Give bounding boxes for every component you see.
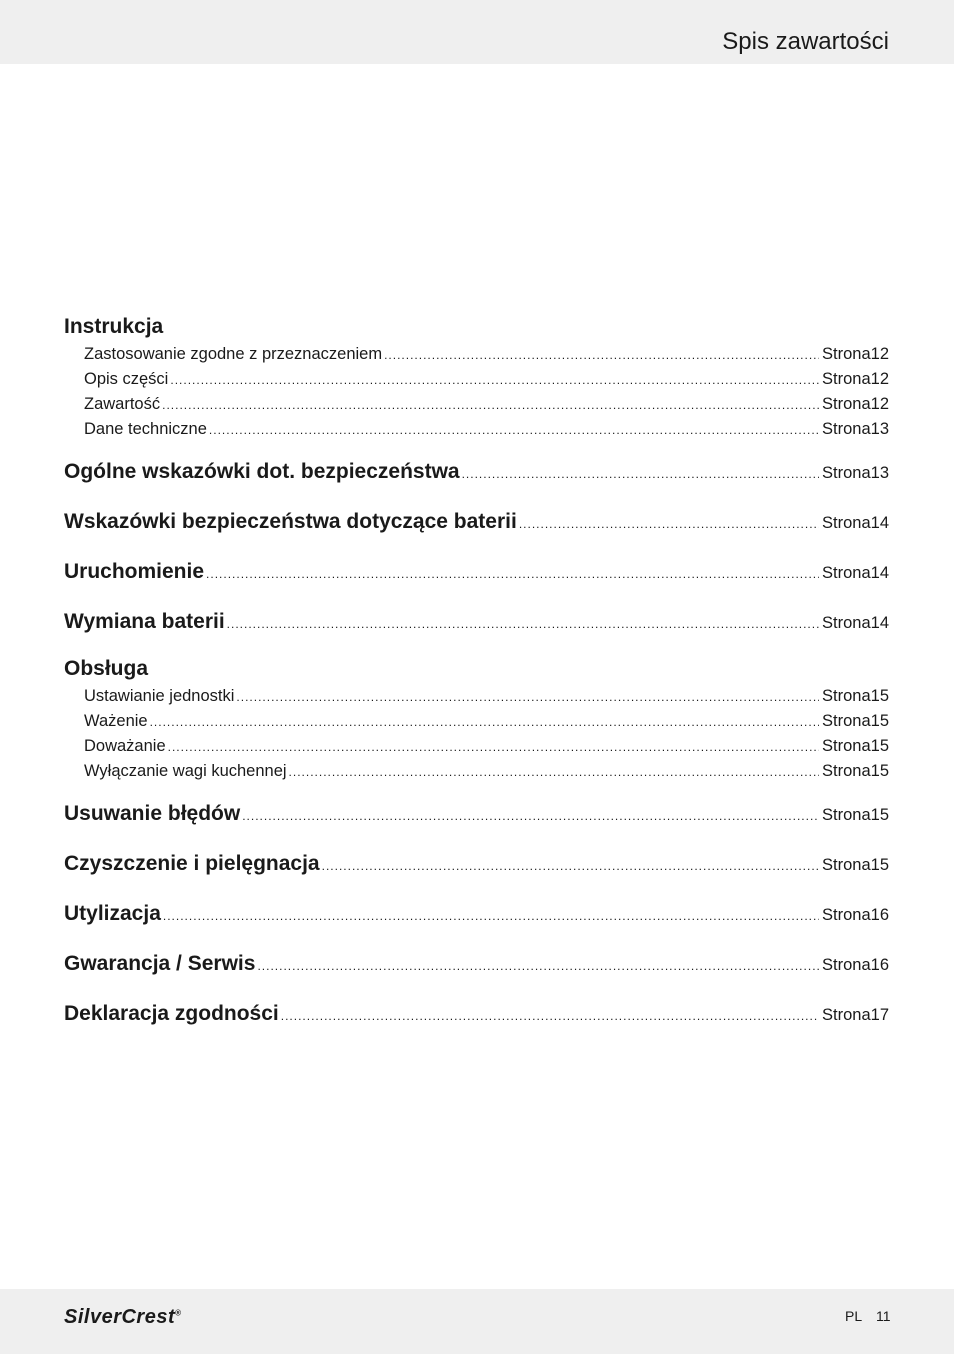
toc-page-number: 12 <box>870 395 889 413</box>
toc-entry-title: Zawartość <box>84 395 161 413</box>
toc-section-entry[interactable] <box>64 896 889 946</box>
section-spacer <box>64 442 889 454</box>
page-word: Strona <box>822 345 871 363</box>
toc-page-number: 14 <box>870 564 889 582</box>
toc-entry[interactable] <box>64 709 889 734</box>
dot-leader <box>227 609 819 639</box>
page-word: Strona <box>822 464 871 482</box>
toc-section-entry[interactable] <box>64 454 889 504</box>
page-word: Strona <box>822 906 871 924</box>
page-word: Strona <box>822 395 871 413</box>
page-word: Strona <box>822 614 871 632</box>
toc-page-number: 16 <box>870 956 889 974</box>
toc-page-number: 13 <box>870 464 889 482</box>
toc-section-title: Utylizacja <box>64 902 161 925</box>
toc-page-number: 12 <box>870 370 889 388</box>
toc-entry-title: Wyłączanie wagi kuchennej <box>84 762 287 780</box>
dot-leader <box>257 951 819 981</box>
page-word: Strona <box>822 856 871 874</box>
toc-section-title: Czyszczenie i pielęgnacja <box>64 852 320 875</box>
dot-leader <box>162 393 819 418</box>
toc-entry-title: Opis części <box>84 370 169 388</box>
toc-entry[interactable] <box>64 759 889 784</box>
dot-leader <box>163 901 819 931</box>
toc-section <box>64 996 889 1046</box>
dot-leader <box>281 1001 819 1031</box>
toc-section <box>64 604 889 654</box>
page-word: Strona <box>822 712 871 730</box>
toc-section-title: Ogólne wskazówki dot. bezpieczeństwa <box>64 460 460 483</box>
page-word: Strona <box>822 514 871 532</box>
toc-section-entry[interactable] <box>64 846 889 896</box>
toc-page-number: 15 <box>870 762 889 780</box>
language-code: PL <box>845 1308 863 1324</box>
dot-leader <box>242 801 819 831</box>
toc-page-number: 15 <box>870 687 889 705</box>
toc-page-number: 14 <box>870 614 889 632</box>
toc-section-title: Uruchomienie <box>64 560 205 583</box>
page-word: Strona <box>822 687 871 705</box>
page-word: Strona <box>822 956 871 974</box>
toc-section <box>64 946 889 996</box>
toc-section <box>64 504 889 554</box>
dot-leader <box>206 559 819 589</box>
toc-section <box>64 312 889 454</box>
dot-leader <box>150 710 819 735</box>
page-word: Strona <box>822 420 871 438</box>
toc-section <box>64 896 889 946</box>
page-word: Strona <box>822 737 871 755</box>
dot-leader <box>289 760 819 785</box>
page-title: Spis zawartości <box>722 28 889 55</box>
toc-section <box>64 554 889 604</box>
toc-section-title: Usuwanie błędów <box>64 802 241 825</box>
page-number: 11 <box>876 1308 891 1324</box>
toc-section-title: Deklaracja zgodności <box>64 1002 279 1025</box>
dot-leader <box>462 459 819 489</box>
toc-section-entry[interactable] <box>64 996 889 1046</box>
dot-leader <box>519 509 819 539</box>
toc-entry-title: Ważenie <box>84 712 148 730</box>
page-word: Strona <box>822 762 871 780</box>
toc-section <box>64 846 889 896</box>
toc-section-entry[interactable] <box>64 946 889 996</box>
toc-entry[interactable] <box>64 367 889 392</box>
dot-leader <box>236 685 819 710</box>
toc-page-number: 13 <box>870 420 889 438</box>
dot-leader <box>209 418 819 443</box>
toc-entry-title: Zastosowanie zgodne z przeznaczeniem <box>84 345 383 363</box>
toc-page-number: 15 <box>870 806 889 824</box>
page-word: Strona <box>822 806 871 824</box>
dot-leader <box>322 851 819 881</box>
toc-page-number: 14 <box>870 514 889 532</box>
toc-section-title: Gwarancja / Serwis <box>64 952 256 975</box>
toc-entry-title: Ustawianie jednostki <box>84 687 235 705</box>
page-word: Strona <box>822 564 871 582</box>
toc-section-entry[interactable] <box>64 554 889 604</box>
toc-section-entry[interactable] <box>64 604 889 654</box>
toc-page-number: 12 <box>870 345 889 363</box>
toc-page-number: 15 <box>870 712 889 730</box>
toc-page-number: 16 <box>870 906 889 924</box>
toc-page-number: 15 <box>870 856 889 874</box>
toc-section <box>64 454 889 504</box>
dot-leader <box>170 368 819 393</box>
section-spacer <box>64 784 889 796</box>
table-of-contents <box>64 312 889 1046</box>
toc-entry[interactable] <box>64 417 889 442</box>
dot-leader <box>384 343 819 368</box>
toc-entry[interactable] <box>64 734 889 759</box>
toc-entry[interactable] <box>64 342 889 367</box>
toc-entry-title: Doważanie <box>84 737 166 755</box>
toc-section <box>64 654 889 796</box>
toc-section-entry[interactable] <box>64 796 889 846</box>
toc-section-heading[interactable]: Obsługa <box>64 657 149 680</box>
page-word: Strona <box>822 370 871 388</box>
dot-leader <box>168 735 819 760</box>
toc-page-number: 17 <box>870 1006 889 1024</box>
toc-entry[interactable] <box>64 392 889 417</box>
toc-section-heading[interactable]: Instrukcja <box>64 315 164 338</box>
toc-entry[interactable] <box>64 684 889 709</box>
toc-page-number: 15 <box>870 737 889 755</box>
toc-section-title: Wymiana baterii <box>64 610 225 633</box>
brand-logo-text: SilverCrest <box>64 1306 176 1328</box>
registered-mark: ® <box>175 1308 182 1318</box>
brand-logo <box>64 1306 182 1329</box>
toc-section-title: Wskazówki bezpieczeństwa dotyczące baterii <box>64 510 517 533</box>
page-word: Strona <box>822 1006 871 1024</box>
toc-section <box>64 796 889 846</box>
toc-entry-title: Dane techniczne <box>84 420 207 438</box>
toc-section-entry[interactable] <box>64 504 889 554</box>
